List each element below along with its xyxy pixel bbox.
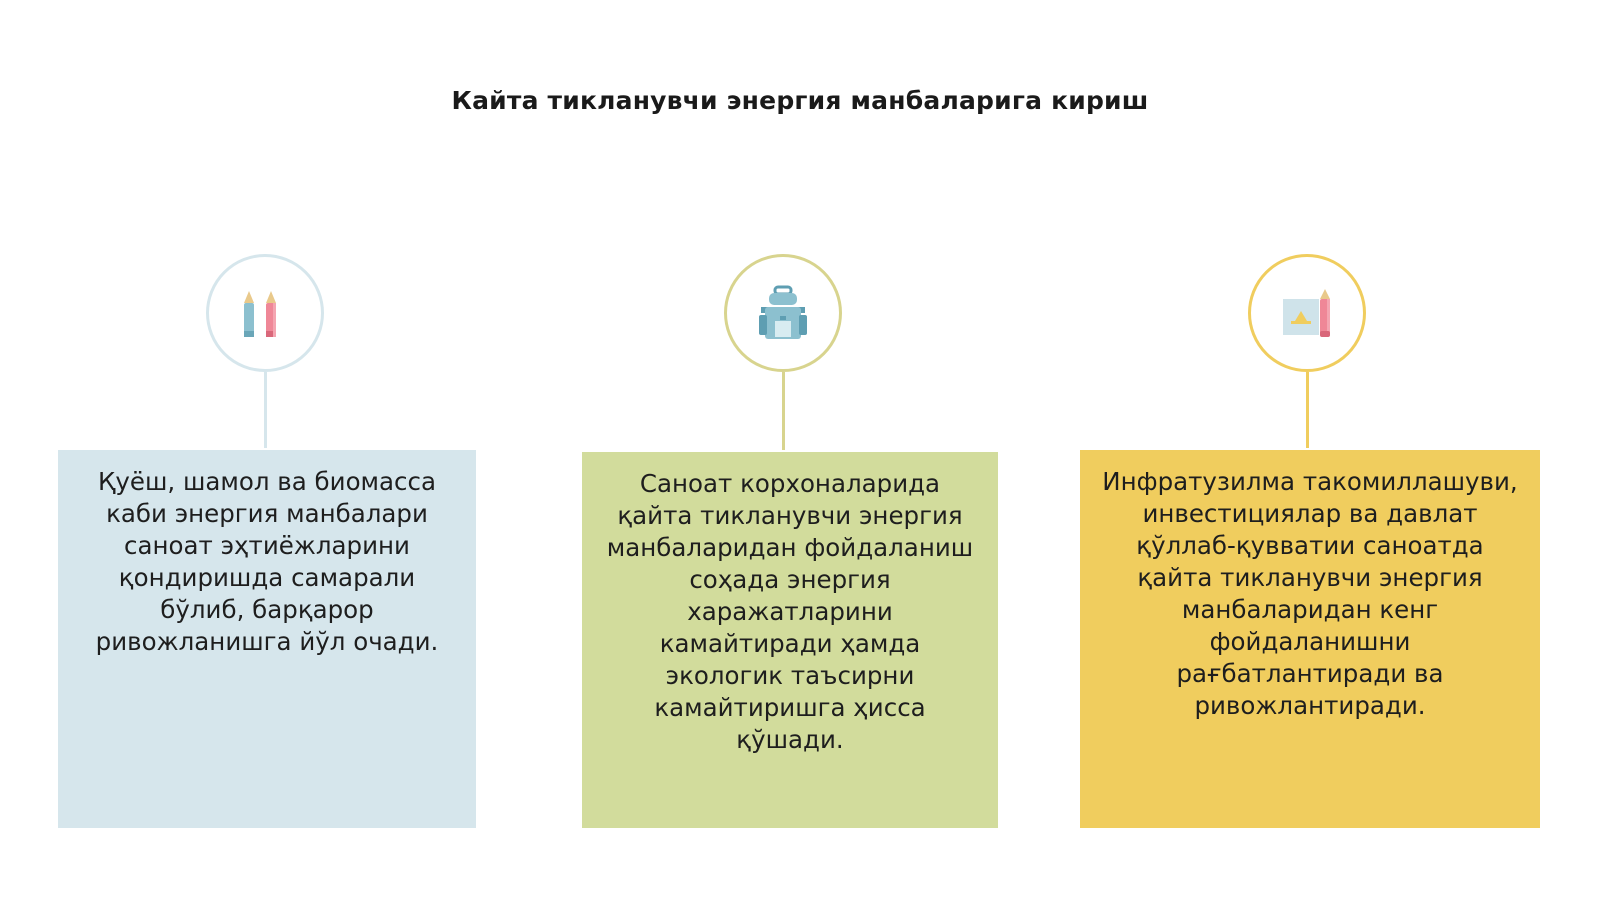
- text-box-3-text: Инфратузилма такомиллашуви, инвестициялар ва давлат қўллаб-қувватии саноатда қайта тикланувчи энергия манбаларидан кенг фойдаланишни рағбатлантиради ва ривожлантиради.: [1102, 467, 1518, 720]
- backpack-icon: [751, 281, 815, 345]
- pencils-icon: [233, 281, 297, 345]
- icon-circle-1: [206, 254, 324, 372]
- icon-circle-2: [724, 254, 842, 372]
- drawing-pencil-icon: [1275, 281, 1339, 345]
- text-box-2: [582, 452, 998, 828]
- text-box-1: [58, 450, 476, 828]
- text-box-1-text: Қуёш, шамол ва биомасса каби энергия манбалари саноат эҳтиёжларини қондиришда самарали бўлиб, барқарор ривожланишга йўл очади.: [95, 467, 439, 656]
- connector-line-2: [782, 372, 785, 450]
- text-box-3: [1080, 450, 1540, 828]
- text-box-2-text: Саноат корхоналарида қайта тикланувчи энергия манбаларидан фойдаланиш соҳада энергия харажатларини камайтиради ҳамда экологик таъсирни камайтиришга ҳисса қўшади.: [606, 469, 974, 754]
- connector-line-3: [1306, 372, 1309, 448]
- icon-circle-3: [1248, 254, 1366, 372]
- page-title: Кайта тикланувчи энергия манбаларига кириш: [451, 86, 1149, 115]
- connector-line-1: [264, 372, 267, 448]
